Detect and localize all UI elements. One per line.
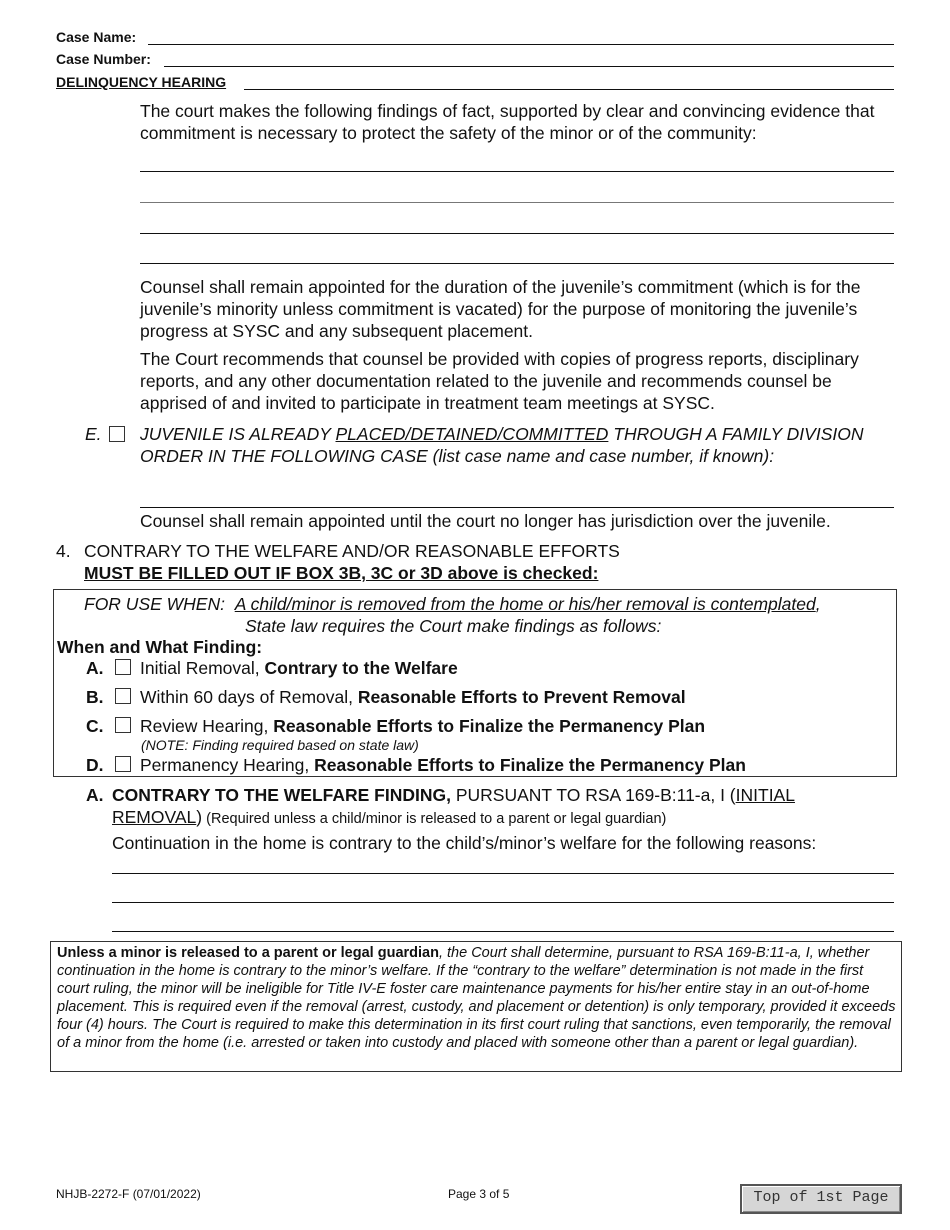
option-a-letter: A. [86,658,104,678]
reasons-line-1[interactable] [112,873,894,874]
section4-subtitle: MUST BE FILLED OUT IF BOX 3B, 3C or 3D above is checked: [84,563,599,583]
item-e-text-underlined: PLACED/DETAINED/COMMITTED [335,424,609,444]
reasons-line-3[interactable] [112,931,894,932]
findings-line-1[interactable] [140,171,894,172]
case-name-label: Case Name: [56,29,137,45]
option-a-label [140,657,458,679]
findings-line-4[interactable] [140,263,894,264]
option-c-checkbox[interactable] [115,717,131,733]
finding-a-text [112,784,872,830]
section-title: DELINQUENCY HEARING [56,74,227,90]
header-divider [244,89,894,90]
notice-bold: Unless a minor is released to a parent or legal guardian [57,945,439,961]
counsel-recommend-text: The Court recommends that counsel be provided with copies of progress reports, disciplinary reports, and any other documentation related to the juvenile and recommends counsel be apprised of and invited to participate in treatment team meetings at SYSC. [140,349,859,413]
section4-number: 4. [56,541,71,561]
item-e-case-line[interactable] [140,507,894,508]
option-b-bold: Reasonable Efforts to Prevent Removal [357,687,686,707]
option-d-checkbox[interactable] [115,756,131,772]
option-c-letter: C. [86,716,104,736]
item-e-text-pre: JUVENILE IS ALREADY [140,424,336,444]
option-b-plain: Within 60 days of Removal, [140,687,358,707]
item-e-counsel-note: Counsel shall remain appointed until the court no longer has jurisdiction over the juvenile. [140,511,831,531]
for-use-when-label: FOR USE WHEN: [84,594,225,614]
finding-a-close: ) [196,807,203,827]
counsel-commitment-text: Counsel shall remain appointed for the duration of the juvenile’s commitment (which is for the juvenile’s minority unless commitment is vacated) for the purpose of monitoring the juvenile’s progress at SYSC and any subsequent placement. [140,277,861,341]
option-c-label [140,715,705,737]
finding-a-underlined: INITIAL REMOVAL [112,785,795,827]
finding-a-letter: A. [86,785,104,805]
use-when-comma: , [815,594,821,614]
case-number-field[interactable] [164,66,894,67]
option-d-letter: D. [86,755,104,775]
notice-text [57,944,897,1052]
item-e-checkbox[interactable] [109,426,125,442]
findings-line-2[interactable] [140,202,894,203]
option-b-label [140,686,686,708]
option-a-checkbox[interactable] [115,659,131,675]
page-number: Page 3 of 5 [448,1187,510,1201]
state-law-text: State law requires the Court make findings as follows: [245,616,662,636]
option-d-label [140,754,746,776]
top-of-first-page-button[interactable]: Top of 1st Page [740,1184,902,1214]
option-c-bold: Reasonable Efforts to Finalize the Permanency Plan [273,716,706,736]
option-b-checkbox[interactable] [115,688,131,704]
option-c-note: (NOTE: Finding required based on state law) [141,737,419,753]
finding-a-note: (Required unless a child/minor is released to a parent or legal guardian) [202,811,667,827]
notice-italic: , the Court shall determine, pursuant to RSA 169-B:11-a, I, whether continuation in the home is contrary to the minor’s welfare. If the “contrary to the welfare” determination is not made in the first court ruling, the minor will be ineligible for Title IV-E foster care maintenance payments for his/her entire stay in an out-of-home placement. This is required even if the removal (arrest, custody, and placement or detention) is only temporary, provided it exceeds four (4) hours. The Court is required to make this determination in its first court ruling that sanctions, even temporarily, the removal of a minor from the home (i.e. arrested or taken into custody and placed with someone other than a parent or legal guardian). [57,945,896,1051]
use-when-line [84,593,821,615]
section4-title: CONTRARY TO THE WELFARE AND/OR REASONABLE EFFORTS [84,541,620,561]
option-a-plain: Initial Removal, [140,658,265,678]
reasons-line-2[interactable] [112,902,894,903]
option-b-letter: B. [86,687,104,707]
case-name-field[interactable] [148,44,894,45]
findings-intro: The court makes the following findings of fact, supported by clear and convincing evidence that commitment is necessary to protect the safety of the minor or of the community: [140,101,875,143]
when-what-label: When and What Finding: [57,637,263,657]
option-a-bold: Contrary to the Welfare [264,658,458,678]
use-when-condition: A child/minor is removed from the home or his/her removal is contemplated [234,594,816,614]
option-d-bold: Reasonable Efforts to Finalize the Permanency Plan [314,755,746,775]
item-e-text [140,423,870,467]
option-d-plain: Permanency Hearing, [140,755,315,775]
findings-line-3[interactable] [140,233,894,234]
form-id: NHJB-2272-F (07/01/2022) [56,1187,201,1201]
item-e-letter: E. [85,424,102,444]
finding-a-bold: CONTRARY TO THE WELFARE FINDING, [112,785,451,805]
item-e-text-post: THROUGH A FAMILY DIVISION ORDER IN THE FOLLOWING CASE (list case name and case number, if known): [140,424,864,466]
finding-a-continuation: Continuation in the home is contrary to the child’s/minor’s welfare for the following reasons: [112,833,817,853]
option-c-plain: Review Hearing, [140,716,274,736]
finding-a-plain: PURSUANT TO RSA 169-B:11-a, I ( [451,785,736,805]
case-number-label: Case Number: [56,51,151,67]
